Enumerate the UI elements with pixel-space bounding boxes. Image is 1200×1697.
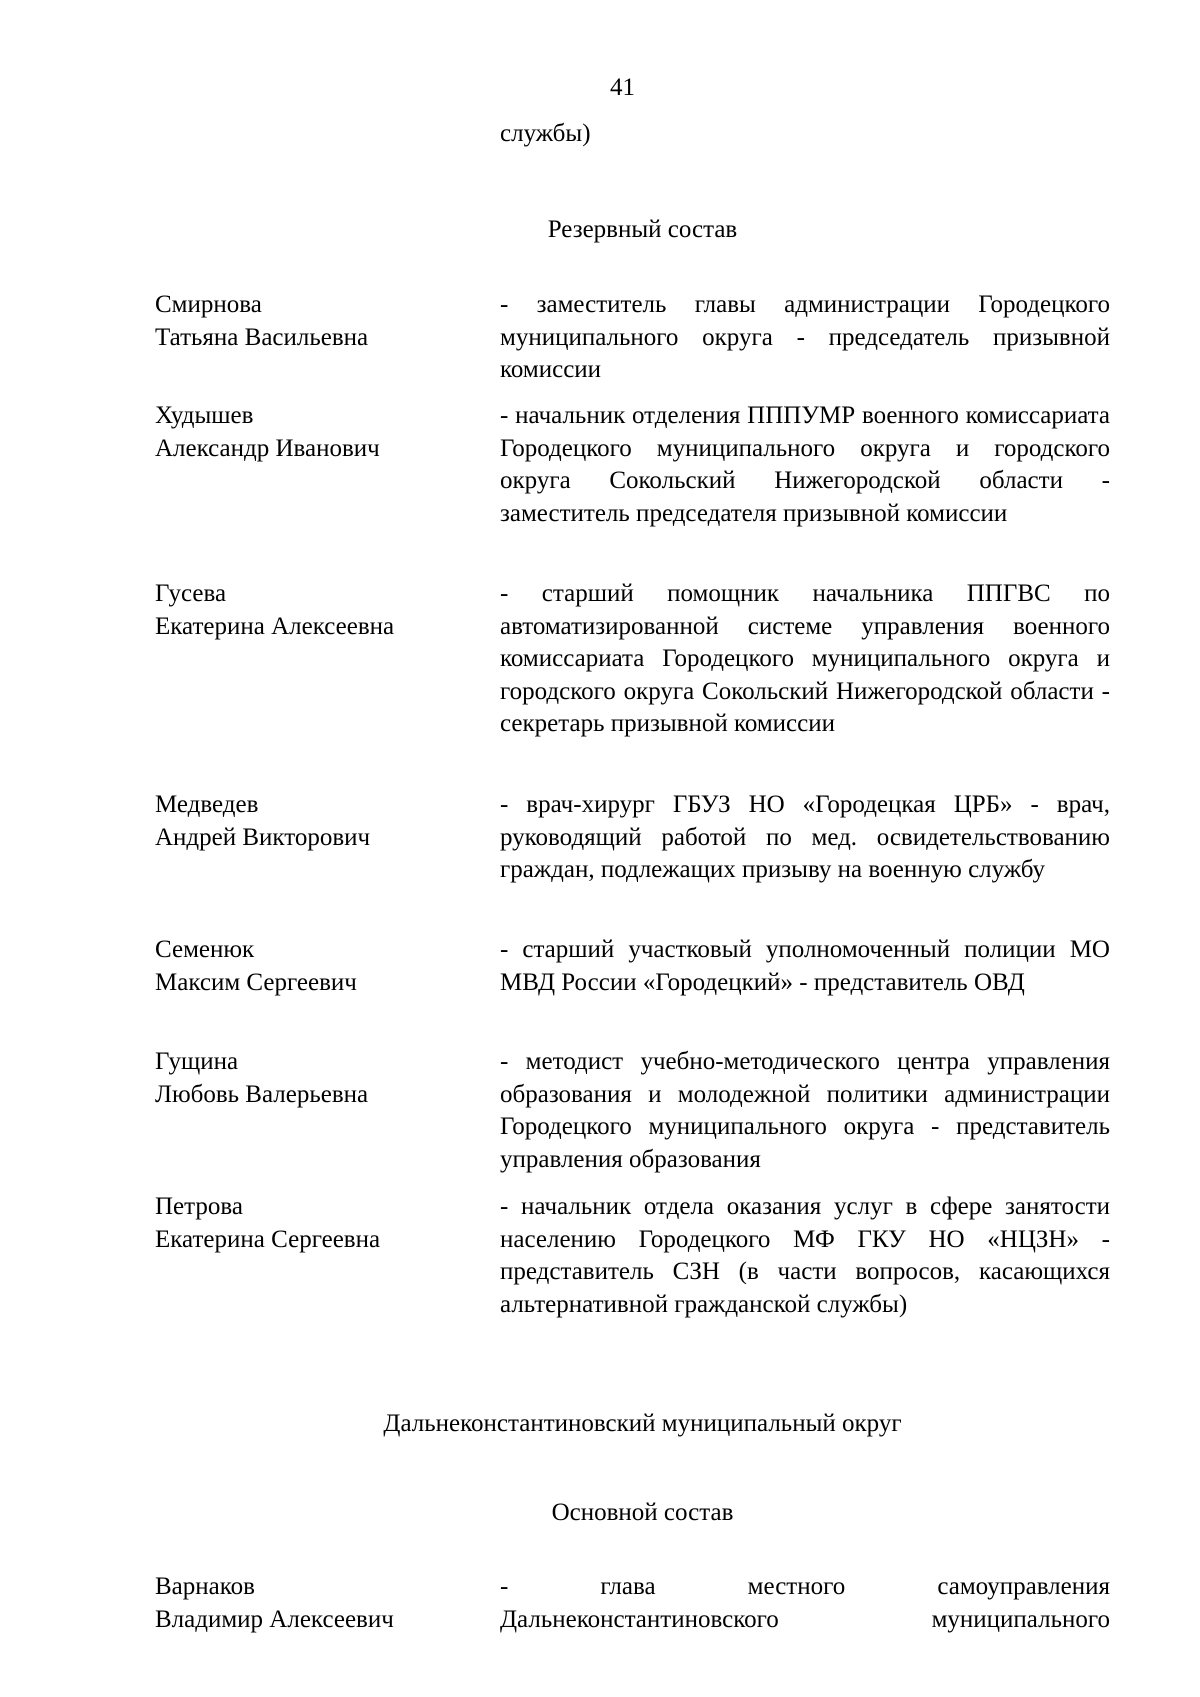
- member-surname: Петрова: [155, 1193, 243, 1220]
- member-role: - методист учебно-методического центра управления образования и молодежной политики администрации Городецкого муниципального округа - представитель управления образования: [500, 1048, 1110, 1173]
- member-surname: Варнаков: [155, 1573, 255, 1600]
- member-surname: Худышев: [155, 402, 254, 429]
- member-role: - начальник отдела оказания услуг в сфере занятости населению Городецкого МФ ГКУ НО «НЦЗН» - представитель СЗН (в части вопросов, касающихся альтернативной гражданской службы): [500, 1193, 1110, 1318]
- member-role: - заместитель главы администрации Городецкого муниципального округа - председатель призывной комиссии: [500, 291, 1110, 383]
- reserve-section-heading: Резервный состав: [547, 216, 738, 243]
- member-given-names: Владимир Алексеевич: [155, 1605, 394, 1633]
- member-name: [155, 289, 485, 354]
- member-given-names: Екатерина Сергеевна: [155, 1225, 381, 1253]
- district-heading: Дальнеконстантиновский муниципальный округ: [383, 1410, 902, 1437]
- member-name: [155, 1191, 485, 1256]
- member-name: [155, 934, 485, 999]
- member-given-names: Любовь Валерьевна: [155, 1080, 369, 1108]
- member-surname: Смирнова: [155, 291, 262, 318]
- carry-over-text: службы): [500, 120, 591, 147]
- member-role: - начальник отделения ПППУМР военного комиссариата Городецкого муниципального округа и городского округа Сокольский Нижегородской области - заместитель председателя призывной комиссии: [500, 402, 1110, 527]
- member-role: - старший участковый уполномоченный полиции МО МВД России «Городецкий» - представитель ОВД: [500, 936, 1110, 996]
- member-name: [155, 789, 485, 854]
- member-given-names: Екатерина Алексеевна: [155, 612, 395, 640]
- member-given-names: Максим Сергеевич: [155, 968, 357, 996]
- member-name: [155, 1571, 485, 1636]
- member-given-names: Андрей Викторович: [155, 823, 371, 851]
- member-given-names: Александр Иванович: [155, 434, 380, 462]
- member-name: [155, 400, 485, 465]
- member-name: [155, 578, 485, 643]
- page-number: 41: [610, 74, 635, 101]
- member-role: - врач-хирург ГБУЗ НО «Городецкая ЦРБ» - врач, руководящий работой по мед. освидетельствованию граждан, подлежащих призыву на военную службу: [500, 791, 1110, 883]
- member-surname: Семенюк: [155, 936, 255, 963]
- member-role: - старший помощник начальника ППГВС по автоматизированной системе управления военного комиссариата Городецкого муниципального округа и городского округа Сокольский Нижегородской области - секретарь призывной комиссии: [500, 580, 1110, 737]
- member-surname: Гусева: [155, 580, 227, 607]
- member-name: [155, 1046, 485, 1111]
- member-surname: Гущина: [155, 1048, 239, 1075]
- main-section-heading: Основной состав: [551, 1499, 734, 1526]
- member-given-names: Татьяна Васильевна: [155, 323, 369, 351]
- member-surname: Медведев: [155, 791, 259, 818]
- member-role: - глава местного самоуправления Дальнеконстантиновского муниципального: [500, 1573, 1110, 1633]
